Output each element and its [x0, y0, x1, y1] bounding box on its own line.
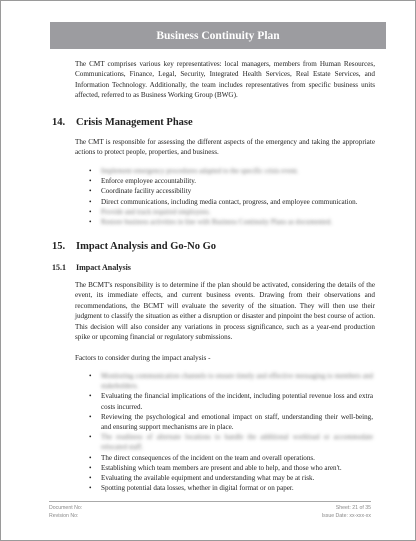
list-item: • Spotting potential data losses, whether in digital format or on paper. — [89, 483, 373, 493]
factors-intro: Factors to consider during the impact analysis - — [75, 354, 211, 362]
list-item: • Establishing which team members are present and able to help, and those who aren't. — [89, 463, 373, 473]
section-15-1-number: 15.1 — [52, 263, 66, 272]
list-item: • Evaluating the available equipment and understanding what may be at risk. — [89, 473, 373, 483]
document-number-label: Document No: — [49, 505, 83, 511]
section-15-number: 15. — [52, 241, 66, 252]
footer-divider — [49, 501, 371, 502]
list-item: • Direct communications, including media contact, progress, and employee communication. — [89, 197, 373, 207]
list-item: • The direct consequences of the incident on the team and overall operations. — [89, 453, 373, 463]
intro-paragraph: The CMT comprises various key representatives: local managers, members from Human Resources, Communications, Finance, Legal, Security, Integrated Health Services, Real Estate Services, and Information Technology. Additionally, the team includes representatives from specific business units affected, referred to as Business Working Group (BWG). — [75, 60, 375, 100]
list-item: • The readiness of alternate locations to handle the additional workload or accommodate relocated staff. — [89, 432, 373, 452]
list-item: • Evaluating the financial implications of the incident, including potential revenue loss and extra costs incurred. — [89, 391, 373, 411]
list-item: • Reviewing the psychological and emotional impact on staff, understanding their well-being, and ensuring support mechanisms are in place. — [89, 412, 373, 432]
section-15-1-heading — [52, 263, 131, 272]
section-14-paragraph: The CMT is responsible for assessing the different aspects of the emergency and taking the appropriate actions to protect people, properties, and business. — [75, 138, 375, 157]
list-item: • Restore business activities in line with Business Continuity Plans as documented. — [89, 217, 373, 227]
page-header-banner — [50, 22, 386, 49]
document-title: Business Continuity Plan — [156, 29, 280, 42]
list-item: • Coordinate facility accessibility — [89, 186, 373, 196]
section-14-heading — [52, 117, 193, 128]
list-item: • Enforce employee accountability. — [89, 176, 373, 186]
section-15-1-title: Impact Analysis — [76, 263, 131, 272]
list-item: • Implement emergency procedures adapted to the specific crisis event. — [89, 166, 373, 176]
issue-date: Issue Date: xx-xxx-xx — [321, 513, 371, 519]
revision-number-label: Revision No: — [49, 513, 79, 519]
footer-row-2 — [49, 513, 371, 519]
section-15-1-paragraph: The BCMT's responsibility is to determine if the plan should be activated, considering the details of the event, its immediate effects, and current business events. Drawing from their observations and recommendations, the BCMT will evaluate the severity of the situation. They will then use their judgment to classify the situation as either a disruption or disaster and pinpoint the best course of action. This decision will also consider any variations in process significance, such as a year-end production spike or upcoming financial or regulatory submissions. — [75, 281, 375, 342]
footer-row-1 — [49, 505, 371, 511]
section-15-heading — [52, 241, 216, 252]
section-14-bullet-list — [89, 166, 373, 227]
factors-bullet-list — [89, 371, 373, 493]
section-14-number: 14. — [52, 117, 66, 128]
section-15-title: Impact Analysis and Go-No Go — [76, 241, 217, 252]
list-item: • Monitoring communication channels to ensure timely and effective messaging to members and stakeholders. — [89, 371, 373, 391]
list-item: • Provide and track required employees. — [89, 207, 373, 217]
sheet-number: Sheet: 21 of 35 — [335, 505, 371, 511]
section-14-title: Crisis Management Phase — [76, 117, 193, 128]
